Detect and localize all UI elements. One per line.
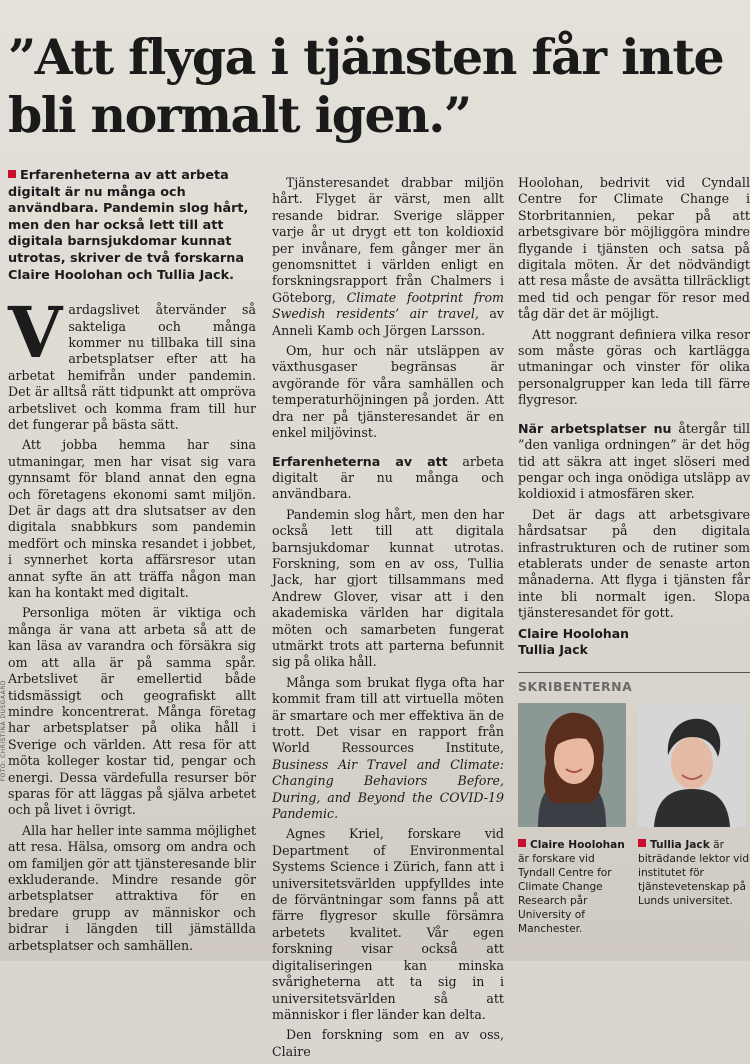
ingress-text: Erfarenheterna av att arbeta digitalt är nu många och användbara. Pandemin slog hårt, men den har också lett till att digitala barnsjukdomar kunnat utrotas, skriver de två forskarna Claire Hoolohan och Tullia Jack.: [8, 168, 249, 283]
paragraph: Alla har heller inte samma möjlighet att resa. Hälsa, omsorg om andra och om familjen gör att tjänsteresande blir exkluderande. Mindre resande gör arbetsplatser attraktiva för en bredare grupp av människor och bidrar i längden till jämställda arbetsplatser och samhällen.: [8, 822, 256, 953]
paragraph: Om, hur och när utsläppen av växthusgaser begränsas är avgörande för våra samhällen och temperaturhöjningen på jorden. Att dra ner på tjänsteresandet är en enkel miljövinst.: [272, 343, 504, 441]
bio-name: Tullia Jack: [650, 839, 710, 851]
signature-name: Claire Hoolohan: [518, 625, 629, 641]
paragraph-text: återgår till ”den vanliga ordningen” är det hög tid att säkra att inget slöseri med pengar och inga onödiga utsläpp av koldioxid i atmosfären sker.: [518, 420, 750, 502]
paragraph: [518, 421, 750, 503]
authors-title: SKRIBENTERNA: [518, 678, 633, 694]
paragraph-text: arbeta digitalt är nu många och användbara.: [272, 453, 504, 502]
author-photo-claire: [518, 703, 626, 827]
divider: [518, 672, 750, 673]
paragraph: Personliga möten är viktiga och många är vana att arbeta så att de kan läsa av varandra och försäkra sig om att alla är på samma spår. Arbetslivet är emellertid både tidsmässigt och geografiskt allt mindre koncentrerat. Många företag har arbetsplatser på olika håll i Sverige och världen. Att resa för att möta kolleger kostar tid, pengar och energi. Dessa värdefulla resurser bör sparas för att läggas på själva arbetet och på livet i övrigt.: [8, 605, 256, 818]
paragraph: Hoolohan, bedrivit vid Cyndall Centre for Climate Change i Storbritannien, pekar på att arbetsgivare bör möjliggöra mindre flygande i tjänsten och satsa på digitala möten. Är det nödvändigt att resa måste de avsätta tillräckligt med tid och pengar för resor med tåg där det är möjligt.: [518, 175, 750, 322]
headline: ”Att flyga i tjänsten får inte bli normalt igen.”: [8, 28, 724, 144]
paragraph-text: ardagslivet återvänder så sakteliga och många kommer nu tillbaka till sina arbetsplatser efter att ha arbetat hemifrån under pandemin. Det är alltså rätt tidpunkt att ompröva arbetslivet och komma fram till hur det fungerar på bästa sätt.: [8, 302, 256, 432]
column-1: [8, 168, 256, 958]
photo-credit: FOTO: CHRISTINA DUSGAARD: [0, 680, 7, 782]
report-title: Climate footprint from Swedish residents’ air travel,: [272, 289, 504, 322]
paragraph: Den forskning som en av oss, Claire: [272, 1027, 504, 1059]
authors-box: [518, 703, 750, 827]
paragraph: Att jobba hemma har sina utmaningar, men har visat sig vara gynnsamt för bland annat den egna och företagens ekonomi samt miljön. Det är dags att dra slutsatser av den digitala snabbkurs som pandemin medfört och minska resandet i jobbet, i synnerhet korta affärsresor utan annat syfte än att träffa någon man kan ha kontakt med digitalt.: [8, 437, 256, 601]
column-3: [518, 175, 750, 827]
paragraph-text: Tjänsteresandet drabbar miljön hårt. Flyget är värst, men allt resande bidrar. Sverige släpper varje år ut drygt ett ton koldioxid per invånare, fem gånger mer än genomsnittet i världen enligt en forskningsrapport från Chalmers i Göteborg,: [272, 175, 504, 305]
paragraph: Pandemin slog hårt, men den har också lett till att digitala barnsjukdomar kunnat utrotas. Forskning, som en av oss, Tullia Jack, har gjort tillsammans med Andrew Glover, visar att i den akademiska världen har digitala möten och samarbeten fungerat utmärkt trots att parterna befunnit sig på olika håll.: [272, 506, 504, 670]
portrait-illustration: [518, 703, 626, 827]
subhead: När arbetsplatser nu: [518, 420, 672, 436]
bio-name: Claire Hoolohan: [530, 839, 625, 851]
paragraph-text: Många som brukat flyga ofta har kommit fram till att virtuella möten är smartare och mer effektiva än de trott. Det visar en rapport från World Ressources Institute,: [272, 674, 504, 756]
bio-claire: [518, 838, 630, 936]
subhead: Erfarenheterna av att: [272, 453, 448, 469]
paragraph: [272, 175, 504, 339]
ingress: [8, 168, 256, 284]
author-photo-tullia: [638, 703, 746, 827]
red-square-icon: [518, 839, 526, 847]
paragraph: [272, 675, 504, 823]
bio-tullia: [638, 838, 750, 908]
author-bios: [518, 838, 750, 948]
bio-text: är biträdande lektor vid institutet för tjänstevetenskap på Lunds universitet.: [638, 839, 750, 907]
report-title: Business Air Travel and Climate: Changing Behaviors Before, During, and Beyond the COVID-19 Pandemic.: [272, 756, 504, 822]
red-square-icon: [638, 839, 646, 847]
paragraph: [272, 454, 504, 503]
paragraph: Agnes Kriel, forskare vid Department of Environmental Systems Science i Zürich, fann att i universitetsvärlden uppfylldes inte de förväntningar som fanns på att färre flygresor skulle försämra arbetets kvalitet. Vår egen forskning visar också att digitaliseringen kan minska svårigheterna att ta sig in i universitetsvärlden så att människor i fler länder kan delta.: [272, 826, 504, 1022]
paragraph: Det är dags att arbetsgivare hårdsatsar på den digitala infrastrukturen och de rutiner som etablerats under de senaste arton månaderna. Att flyga i tjänsten får inte bli normalt igen. Slopa tjänsteresandet för gott.: [518, 506, 750, 621]
portrait-illustration: [638, 703, 746, 827]
paragraph-text: av Anneli Kamb och Jörgen Larsson.: [272, 306, 504, 338]
dropcap: V: [8, 291, 63, 375]
red-square-icon: [8, 170, 16, 178]
signature-name: Tullia Jack: [518, 641, 588, 657]
bio-text: är forskare vid Tyndall Centre for Climate Change Research pår University of Manchester.: [518, 853, 612, 935]
column-2: [272, 175, 504, 1064]
paragraph: [8, 291, 256, 433]
paragraph: Att noggrant definiera vilka resor som måste göras och kartlägga utmaningar och vinster för olika personalgrupper kan leda till färre flygresor.: [518, 326, 750, 408]
author-photos: [518, 703, 750, 827]
signature: [518, 626, 750, 658]
